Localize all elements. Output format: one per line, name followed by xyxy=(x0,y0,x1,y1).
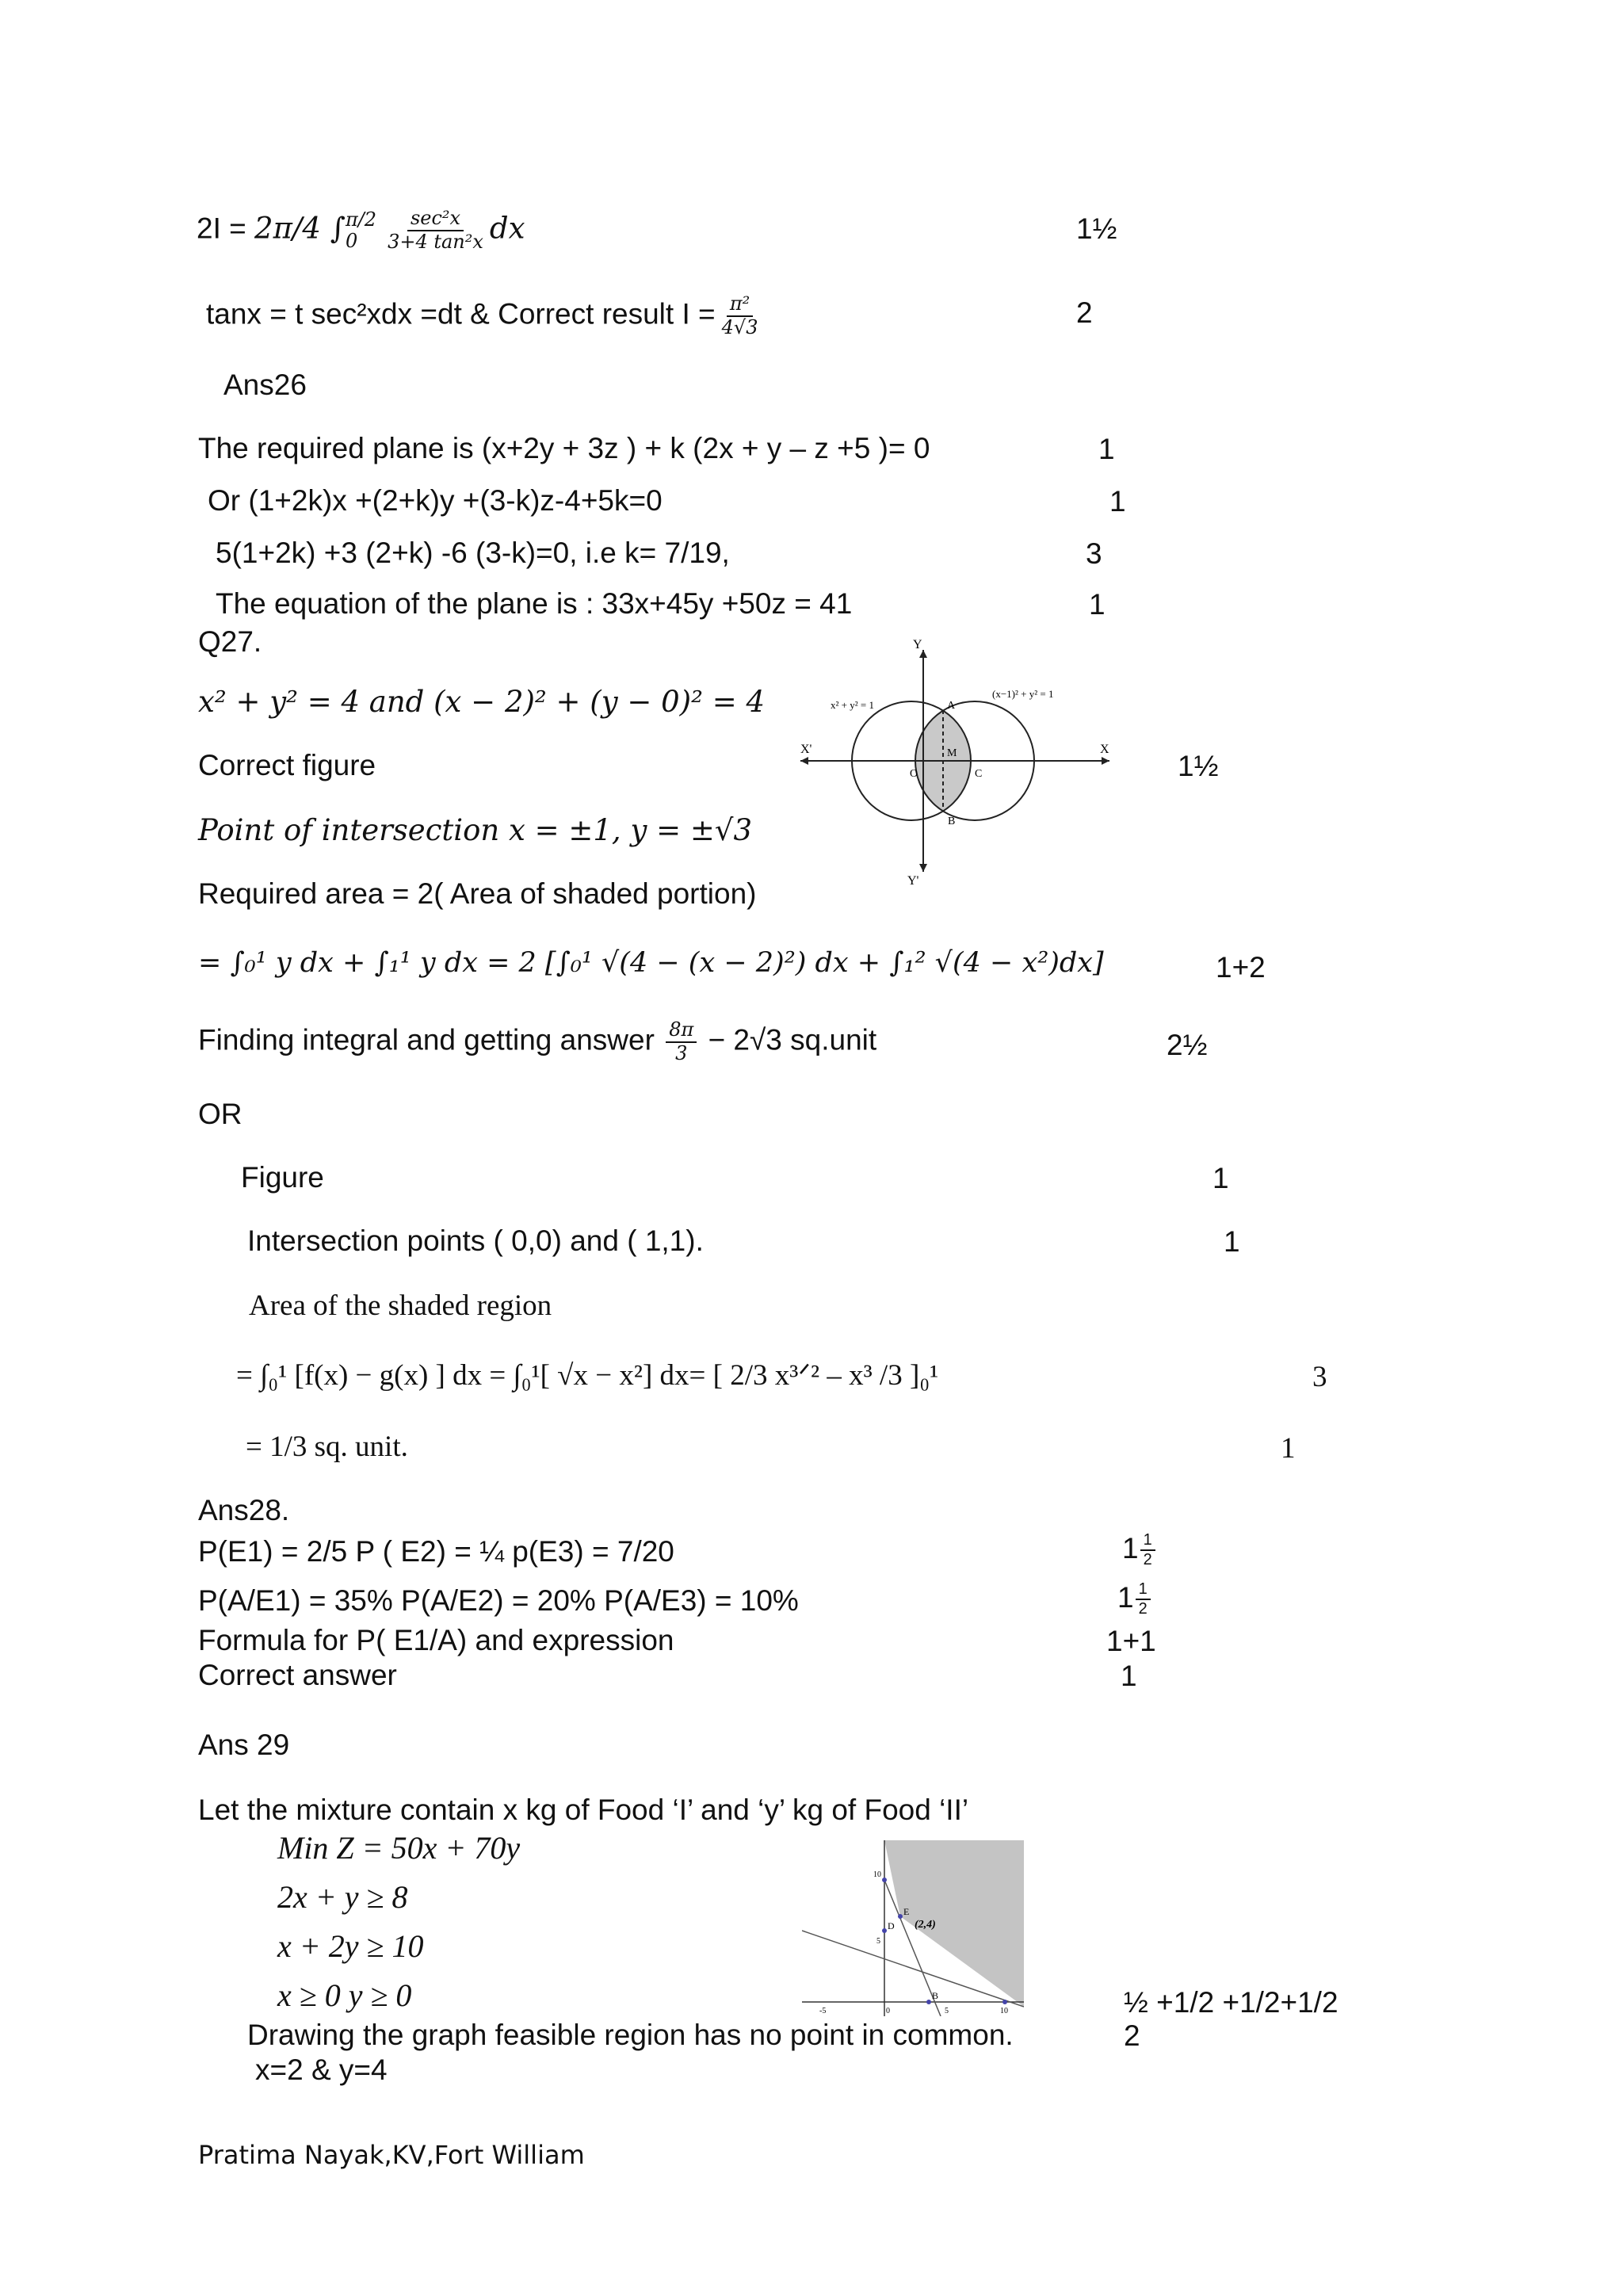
ans29-constraint: x ≥ 0 y ≥ 0 xyxy=(277,1977,412,2013)
ans29-constraint: x + 2y ≥ 10 xyxy=(277,1928,424,1964)
q27-integral-mark: 1+2 xyxy=(1216,951,1266,984)
q25-line1 xyxy=(197,208,525,253)
q25-mark1: 1½ xyxy=(1076,212,1117,245)
fig-point-m: M xyxy=(947,747,957,759)
ans29-drawing-mark: 2 xyxy=(1124,2019,1140,2052)
denominator: 2 xyxy=(1138,1600,1148,1618)
q27-area-label: Required area = 2( Area of shaded portion) xyxy=(198,877,757,910)
numerator: 8π xyxy=(666,1019,697,1043)
graph-point-b: B xyxy=(932,1990,939,2001)
denominator: 3 xyxy=(675,1041,688,1064)
ans28-probabilities: P(E1) = 2/5 P ( E2) = ¼ p(E3) = 7/20 xyxy=(198,1535,674,1568)
numerator: 1 xyxy=(1136,1580,1151,1600)
fig-point-b: B xyxy=(948,816,956,827)
graph-point-label: (2,4) xyxy=(915,1919,936,1931)
result-fraction xyxy=(719,293,762,338)
mark-whole: 1 xyxy=(1117,1580,1134,1614)
dx: dx xyxy=(489,211,525,246)
ans29-objective: Min Z = 50x + 70y xyxy=(277,1830,521,1866)
q25-line2 xyxy=(206,293,764,338)
ans28-mark4: 1 xyxy=(1121,1660,1137,1692)
q27-alt-integral-mark: 3 xyxy=(1312,1361,1327,1393)
q27-answer-mark: 2½ xyxy=(1167,1029,1208,1061)
ans29-constraints-mark: ½ +1/2 +1/2+1/2 xyxy=(1124,1986,1338,2019)
q27-alt-figure: Figure xyxy=(241,1161,324,1194)
numerator: π² xyxy=(727,293,753,317)
answer-fraction xyxy=(666,1019,697,1064)
q27-equation: x² + y² = 4 and (x − 2)² + (y − 0)² = 4 xyxy=(198,685,766,719)
q25-mark2: 2 xyxy=(1076,296,1093,329)
q27-figure-mark: 1½ xyxy=(1178,750,1219,782)
graph-point-d: D xyxy=(888,1920,895,1931)
denominator: 4√3 xyxy=(721,315,758,338)
fig-eq1-label: x² + y² = 1 xyxy=(831,699,874,711)
ans29-intro: Let the mixture contain x kg of Food ‘I’ and ‘y’ kg of Food ‘II’ xyxy=(198,1794,969,1826)
numerator: 1 xyxy=(1140,1531,1155,1551)
integrand-fraction xyxy=(384,208,487,253)
lhs: 2I = xyxy=(197,212,255,245)
fig-yp-label: Y' xyxy=(907,874,919,888)
mark-fraction xyxy=(1136,1580,1151,1618)
fig-x-label: X xyxy=(1100,743,1109,756)
ans26-mark: 3 xyxy=(1086,537,1102,570)
mark-whole: 1 xyxy=(1122,1531,1139,1564)
fig-eq2-label: (x−1)² + y² = 1 xyxy=(992,688,1054,700)
ans26-mark: 1 xyxy=(1089,588,1106,621)
graph-tick-x: 0 xyxy=(886,2007,890,2015)
graph-tick-y: 5 xyxy=(876,1937,880,1946)
denominator: 3+4 tan²x xyxy=(388,230,483,253)
ans29-drawing: Drawing the graph feasible region has no point in common. xyxy=(247,2019,1014,2051)
upper-limit: π/2 xyxy=(345,208,377,231)
mark-fraction xyxy=(1140,1531,1155,1569)
lower-limit: 0 xyxy=(345,229,358,252)
integral-limits xyxy=(346,209,376,251)
ans26-line: The equation of the plane is : 33x+45y +50z = 41 xyxy=(216,587,853,620)
fig-point-o: O xyxy=(910,768,918,780)
ans28-correct: Correct answer xyxy=(198,1659,397,1691)
substitution-text: tanx = t sec²xdx =dt & Correct result I = xyxy=(206,297,716,330)
fig-point-a: A xyxy=(947,700,956,712)
integral-expr: 2π/4 ∫ xyxy=(254,211,346,246)
q27-figure-label: Correct figure xyxy=(198,749,376,781)
ans26-mark: 1 xyxy=(1098,433,1115,465)
ans28-mark3: 1+1 xyxy=(1106,1625,1156,1657)
ans28-formula: Formula for P( E1/A) and expression xyxy=(198,1624,674,1656)
fig-y-label: Y xyxy=(913,638,922,651)
graph-tick-x: 5 xyxy=(945,2007,949,2015)
ans26-mark: 1 xyxy=(1109,485,1126,518)
q27-alt-result: = 1/3 sq. unit. xyxy=(246,1431,408,1463)
ans26-heading: Ans26 xyxy=(223,369,307,401)
ans29-heading: Ans 29 xyxy=(198,1729,290,1761)
graph-tick-y: 10 xyxy=(873,1870,881,1879)
q27-alt-intersection-mark: 1 xyxy=(1224,1225,1240,1258)
ans26-line: The required plane is (x+2y + 3z ) + k (2x + y – z +5 )= 0 xyxy=(198,432,930,464)
intersecting-circles-figure xyxy=(785,634,1125,888)
ans26-line: 5(1+2k) +3 (2+k) -6 (3-k)=0, i.e k= 7/19, xyxy=(216,537,730,569)
q27-intersection: Point of intersection x = ±1, y = ±√3 xyxy=(198,813,752,847)
graph-point-e: E xyxy=(903,1906,910,1917)
ans28-mark1 xyxy=(1122,1531,1155,1569)
fig-xp-label: X' xyxy=(800,743,812,756)
q27-integral: = ∫₀¹ y dx + ∫₁¹ y dx = 2 [∫₀¹ √(4 − (x − 2)²) dx + ∫₁² √(4 − x²)dx] xyxy=(198,947,1104,979)
q27-or: OR xyxy=(198,1098,242,1130)
ans28-mark2 xyxy=(1117,1580,1151,1618)
denominator: 2 xyxy=(1143,1551,1152,1568)
feasible-region-graph xyxy=(802,1840,1024,2016)
q27-alt-integral: = ∫₀¹ [f(x) − g(x) ] dx = ∫₀¹[ √x − x²] dx= [ 2/3 x³ᐟ² – x³ /3 ]₀¹ xyxy=(236,1359,939,1392)
ans26-line: Or (1+2k)x +(2+k)y +(3-k)z-4+5k=0 xyxy=(208,484,663,517)
answer-rest: − 2√3 sq.unit xyxy=(700,1023,877,1056)
graph-tick-x: -5 xyxy=(819,2007,827,2015)
q27-alt-intersection: Intersection points ( 0,0) and ( 1,1). xyxy=(247,1224,704,1257)
ans29-result: x=2 & y=4 xyxy=(255,2053,388,2086)
footer: Pratima Nayak,KV,Fort William xyxy=(198,2140,585,2170)
graph-tick-x: 10 xyxy=(1000,2007,1008,2015)
ans29-constraint: 2x + y ≥ 8 xyxy=(277,1879,408,1915)
q27-alt-figure-mark: 1 xyxy=(1212,1162,1229,1194)
ans28-heading: Ans28. xyxy=(198,1494,290,1526)
q27-heading: Q27. xyxy=(198,625,262,658)
ans28-conditionals: P(A/E1) = 35% P(A/E2) = 20% P(A/E3) = 10% xyxy=(198,1584,799,1617)
fig-point-c: C xyxy=(975,768,983,780)
answer-text: Finding integral and getting answer xyxy=(198,1023,655,1056)
numerator: sec²x xyxy=(407,208,464,231)
q27-alt-area-label: Area of the shaded region xyxy=(249,1289,552,1322)
q27-alt-result-mark: 1 xyxy=(1281,1432,1296,1465)
q27-answer xyxy=(198,1019,876,1064)
